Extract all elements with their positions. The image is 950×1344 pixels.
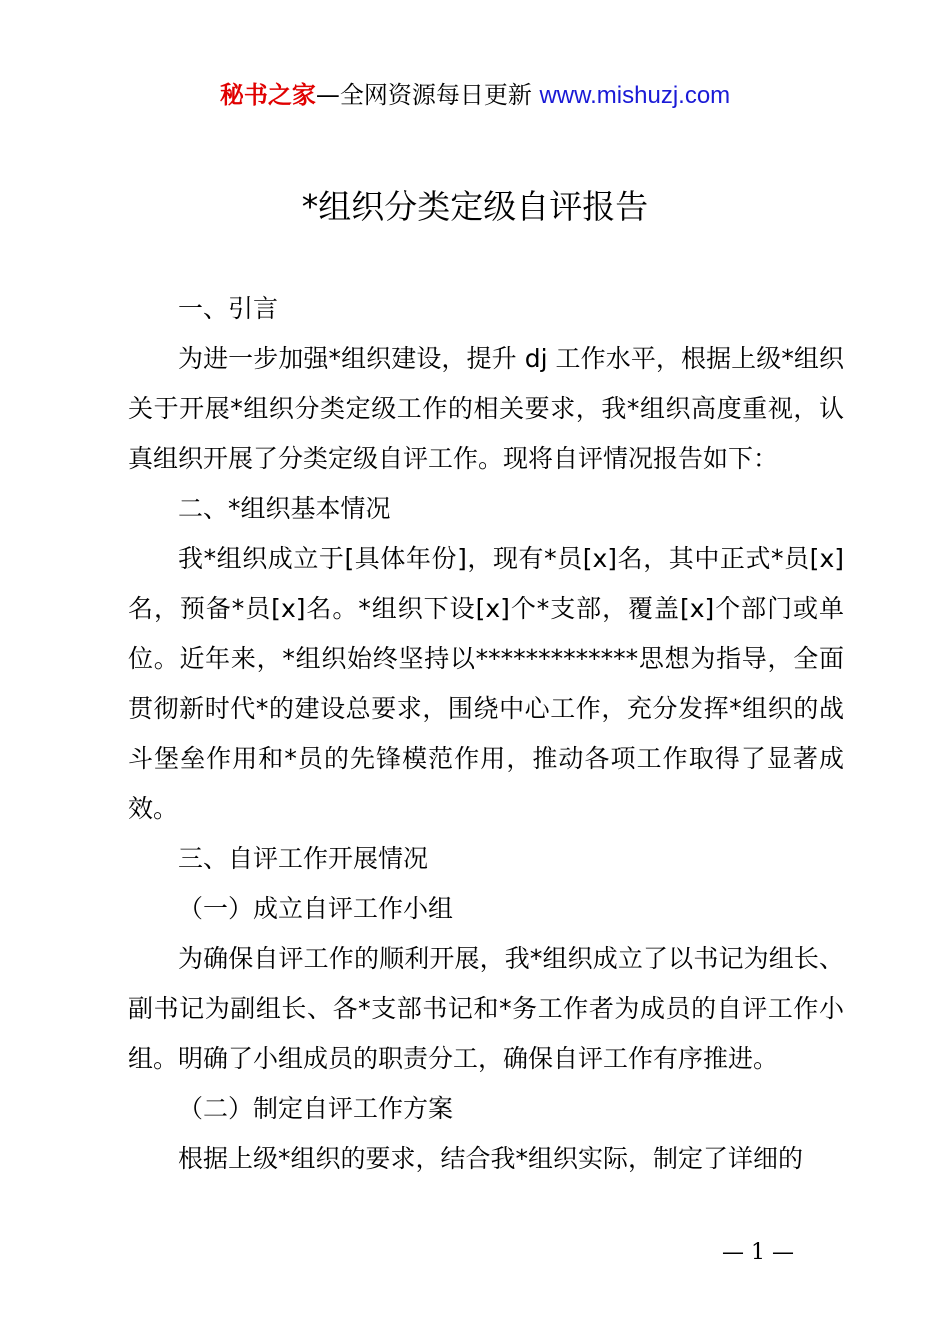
paragraph-work-plan: 根据上级*组织的要求，结合我*组织实际，制定了详细的 <box>178 1144 804 1173</box>
subsection-heading-working-group: （一）成立自评工作小组 <box>178 894 454 923</box>
subsection-heading-work-plan: （二）制定自评工作方案 <box>178 1094 454 1123</box>
document-title: *组织分类定级自评报告 <box>301 187 649 226</box>
paragraph-intro: 为进一步加强*组织建设，提升 dj 工作水平，根据上级*组织关于开展*组织分类定级工作的相关要求，我*组织高度重视，认真组织开展了分类定级自评工作。现将自评情况报告如下： <box>128 344 844 473</box>
document-body <box>128 284 844 1184</box>
banner-tagline: —全网资源每日更新 <box>315 81 540 109</box>
section-heading-intro: 一、引言 <box>178 294 279 323</box>
section-heading-basic-info: 二、*组织基本情况 <box>178 494 391 523</box>
paragraph-working-group: 为确保自评工作的顺利开展，我*组织成立了以书记为组长、副书记为副组长、各*支部书记和*务工作者为成员的自评工作小组。明确了小组成员的职责分工，确保自评工作有序推进。 <box>128 944 844 1073</box>
paragraph-basic-info: 我*组织成立于[具体年份]，现有*员[x]名，其中正式*员[x]名，预备*员[x]名。*组织下设[x]个*支部，覆盖[x]个部门或单位。近年来，*组织始终坚持以*************思想为指导，全面贯彻新时代*的建设总要求，围绕中心工作，充分发挥*组织的战斗堡垒作用和*员的先锋模范作用，推动各项工作取得了显著成效。 <box>128 544 844 823</box>
site-banner <box>0 78 950 113</box>
brand-name: 秘书之家 <box>219 81 316 109</box>
section-heading-self-evaluation: 三、自评工作开展情况 <box>178 844 429 873</box>
page-number: — 1 — <box>722 1240 794 1265</box>
site-url-link[interactable]: www.mishuzj.com <box>539 82 731 109</box>
